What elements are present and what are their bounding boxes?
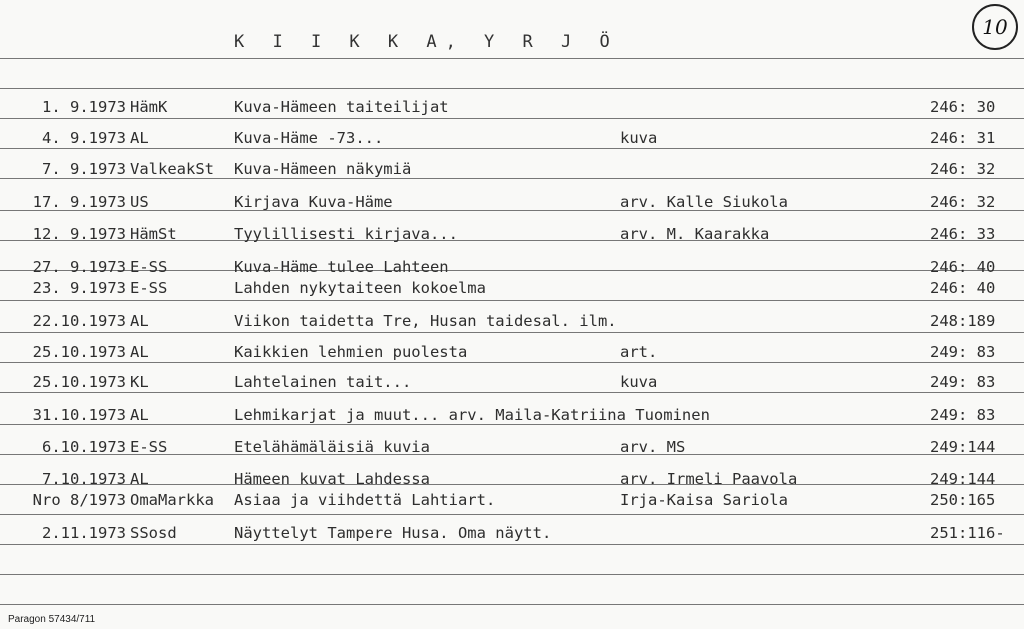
entry-paper: US bbox=[130, 193, 149, 211]
entry-date: 4. 9.1973 bbox=[42, 129, 126, 147]
entry-paper: ValkeakSt bbox=[130, 160, 214, 178]
entry-ref: 246: 40 bbox=[930, 279, 996, 297]
entry-paper: E-SS bbox=[130, 438, 168, 456]
entry-date: 17. 9.1973 bbox=[32, 193, 126, 211]
entry-date: 6.10.1973 bbox=[42, 438, 126, 456]
entry-title: Kuva-Häme -73... bbox=[234, 129, 384, 147]
card-number: 10 bbox=[972, 4, 1018, 50]
entry-title: Lahtelainen tait... bbox=[234, 373, 412, 391]
entry-paper: AL bbox=[130, 312, 149, 330]
entry-note: arv. MS bbox=[620, 438, 686, 456]
entry-row bbox=[0, 368, 1024, 396]
entry-title: Kuva-Häme tulee Lahteen bbox=[234, 258, 449, 276]
entry-title: Hämeen kuvat Lahdessa bbox=[234, 470, 430, 488]
rule bbox=[0, 604, 1024, 605]
entry-date: 22.10.1973 bbox=[32, 312, 126, 330]
rule bbox=[0, 514, 1024, 515]
entry-paper: AL bbox=[130, 406, 149, 424]
entry-ref: 249: 83 bbox=[930, 406, 996, 424]
entry-row bbox=[0, 220, 1024, 248]
entry-ref: 246: 40 bbox=[930, 258, 996, 276]
entry-row bbox=[0, 433, 1024, 461]
rule bbox=[0, 574, 1024, 575]
entry-paper: OmaMarkka bbox=[130, 491, 214, 509]
entry-ref: 249:144 bbox=[930, 470, 996, 488]
card-header-name: K I I K K A, Y R J Ö bbox=[234, 32, 619, 52]
entry-ref: 249:144 bbox=[930, 438, 996, 456]
entry-ref: 246: 33 bbox=[930, 225, 996, 243]
entry-title: Tyylillisesti kirjava... bbox=[234, 225, 458, 243]
entry-date: 25.10.1973 bbox=[32, 373, 126, 391]
entry-paper: AL bbox=[130, 129, 149, 147]
entry-ref: 250:165 bbox=[930, 491, 996, 509]
entry-row bbox=[0, 274, 1024, 302]
entry-title: Kirjava Kuva-Häme bbox=[234, 193, 393, 211]
entry-row bbox=[0, 124, 1024, 152]
entry-date: 7.10.1973 bbox=[42, 470, 126, 488]
entry-row bbox=[0, 155, 1024, 183]
printer-mark: Paragon 57434/711 bbox=[8, 614, 96, 625]
entry-title: Viikon taidetta Tre, Husan taidesal. ilm. bbox=[234, 312, 617, 330]
entry-row bbox=[0, 519, 1024, 547]
entry-date: Nro 8/1973 bbox=[32, 491, 126, 509]
entry-note: art. bbox=[620, 343, 658, 361]
entry-note: arv. Kalle Siukola bbox=[620, 193, 788, 211]
entry-ref: 246: 32 bbox=[930, 193, 996, 211]
entry-ref: 249: 83 bbox=[930, 373, 996, 391]
entry-paper: E-SS bbox=[130, 279, 168, 297]
entry-date: 27. 9.1973 bbox=[32, 258, 126, 276]
entry-ref: 248:189 bbox=[930, 312, 996, 330]
entry-title: Etelähämäläisiä kuvia bbox=[234, 438, 430, 456]
entry-row bbox=[0, 93, 1024, 121]
entry-date: 12. 9.1973 bbox=[32, 225, 126, 243]
entry-ref: 246: 30 bbox=[930, 98, 996, 116]
entry-row bbox=[0, 401, 1024, 429]
entry-note: arv. Irmeli Paavola bbox=[620, 470, 798, 488]
entry-date: 7. 9.1973 bbox=[42, 160, 126, 178]
entry-paper: KL bbox=[130, 373, 149, 391]
entry-paper: HämK bbox=[130, 98, 168, 116]
rule bbox=[0, 88, 1024, 89]
entry-title: Kuva-Hämeen taiteilijat bbox=[234, 98, 449, 116]
entry-date: 2.11.1973 bbox=[42, 524, 126, 542]
entry-date: 25.10.1973 bbox=[32, 343, 126, 361]
entry-row bbox=[0, 338, 1024, 366]
entry-ref: 249: 83 bbox=[930, 343, 996, 361]
entry-paper: AL bbox=[130, 470, 149, 488]
entry-note: Irja-Kaisa Sariola bbox=[620, 491, 788, 509]
entry-title: Kuva-Hämeen näkymiä bbox=[234, 160, 412, 178]
entry-title: Asiaa ja viihdettä Lahtiart. bbox=[234, 491, 496, 509]
entry-row bbox=[0, 486, 1024, 514]
entry-note: kuva bbox=[620, 129, 658, 147]
entry-ref: 251:116- bbox=[930, 524, 1005, 542]
header-rule bbox=[0, 58, 1024, 59]
entry-note: kuva bbox=[620, 373, 658, 391]
entry-date: 31.10.1973 bbox=[32, 406, 126, 424]
entry-title: Näyttelyt Tampere Husa. Oma näytt. bbox=[234, 524, 552, 542]
entry-paper: E-SS bbox=[130, 258, 168, 276]
entry-row bbox=[0, 307, 1024, 335]
entry-date: 23. 9.1973 bbox=[32, 279, 126, 297]
entry-paper: HämSt bbox=[130, 225, 177, 243]
entry-row bbox=[0, 188, 1024, 216]
entry-title: Lehmikarjat ja muut... arv. Maila-Katriina Tuominen bbox=[234, 406, 710, 424]
entry-title: Lahden nykytaiteen kokoelma bbox=[234, 279, 486, 297]
entry-date: 1. 9.1973 bbox=[42, 98, 126, 116]
entry-ref: 246: 31 bbox=[930, 129, 996, 147]
entry-title: Kaikkien lehmien puolesta bbox=[234, 343, 468, 361]
entry-paper: SSosd bbox=[130, 524, 177, 542]
entry-paper: AL bbox=[130, 343, 149, 361]
entry-ref: 246: 32 bbox=[930, 160, 996, 178]
entry-note: arv. M. Kaarakka bbox=[620, 225, 770, 243]
